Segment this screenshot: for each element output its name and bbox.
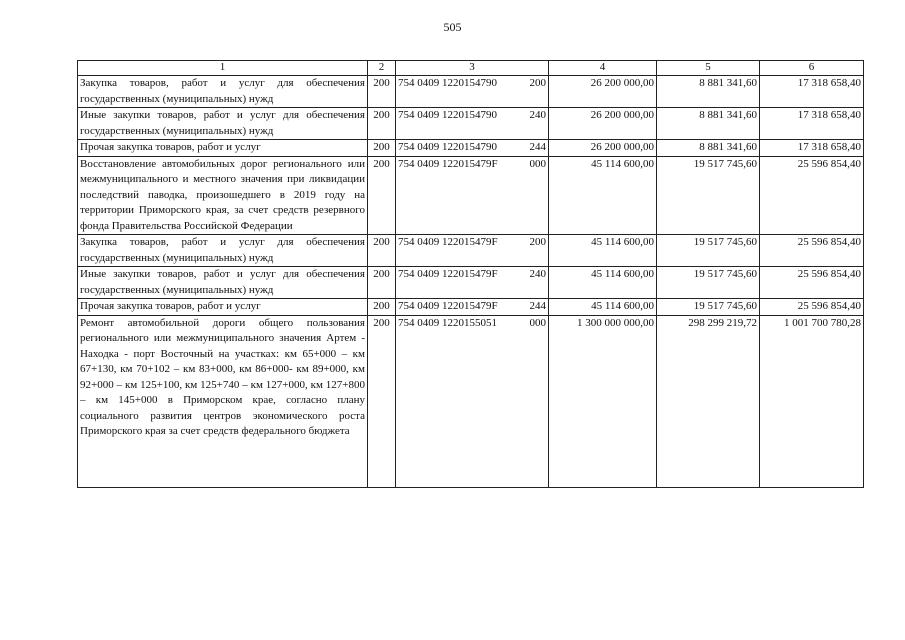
expense-type: 000 — [529, 316, 546, 329]
classification-code: 754 0409 122015479F — [398, 157, 498, 170]
header-cell: 5 — [657, 61, 760, 76]
item-name: Прочая закупка товаров, работ и услуг — [78, 299, 368, 316]
amount-col5: 19 517 745,60 — [657, 267, 760, 299]
amount-col6: 17 318 658,40 — [760, 108, 864, 140]
amount-col5: 19 517 745,60 — [657, 235, 760, 267]
item-name: Ремонт автомобильной дороги общего пользования регионального или межмуниципального значения Артем - Находка - порт Восточный на участках: км 65+000 – км 67+130, км 70+102 – км 83+000, км 86+000- км 89+000, км 92+000 – км 125+100, км 125+740 – км 127+000, км 127+800 – км 145+000 в Приморском крае, согласно плану социального развития центров экономического роста Приморского края за счет средств федерального бюджета — [78, 315, 368, 487]
item-name: Иные закупки товаров, работ и услуг для обеспечения государственных (муниципальных) нужд — [78, 108, 368, 140]
classification-code: 754 0409 1220154790 — [398, 109, 497, 121]
amount-col4: 26 200 000,00 — [549, 140, 657, 157]
table-row — [78, 140, 864, 157]
classification-code: 754 0409 122015479F — [398, 268, 498, 280]
item-code: 200 — [368, 267, 396, 299]
amount-col4: 26 200 000,00 — [549, 108, 657, 140]
amount-col6: 17 318 658,40 — [760, 140, 864, 157]
amount-col4: 45 114 600,00 — [549, 235, 657, 267]
item-name: Закупка товаров, работ и услуг для обеспечения государственных (муниципальных) нужд — [78, 76, 368, 108]
budget-classification — [396, 156, 549, 235]
amount-col5: 19 517 745,60 — [657, 299, 760, 316]
item-code: 200 — [368, 156, 396, 235]
amount-col4: 45 114 600,00 — [549, 156, 657, 235]
amount-col6: 25 596 854,40 — [760, 156, 864, 235]
header-cell: 1 — [78, 61, 368, 76]
amount-col5: 298 299 219,72 — [657, 315, 760, 487]
classification-code: 754 0409 122015479F — [398, 236, 498, 248]
budget-classification — [396, 108, 549, 140]
page-number: 505 — [443, 20, 462, 34]
budget-classification — [396, 315, 549, 487]
item-name: Прочая закупка товаров, работ и услуг — [78, 140, 368, 157]
item-code: 200 — [368, 140, 396, 157]
amount-col4: 26 200 000,00 — [549, 76, 657, 108]
budget-classification — [396, 299, 549, 316]
budget-table — [77, 60, 864, 488]
amount-col5: 8 881 341,60 — [657, 76, 760, 108]
expense-type: 244 — [529, 300, 546, 312]
table-row — [78, 315, 864, 487]
budget-classification — [396, 235, 549, 267]
amount-col5: 8 881 341,60 — [657, 140, 760, 157]
item-code: 200 — [368, 299, 396, 316]
expense-type: 240 — [529, 268, 546, 280]
item-name: Закупка товаров, работ и услуг для обеспечения государственных (муниципальных) нужд — [78, 235, 368, 267]
item-name: Иные закупки товаров, работ и услуг для обеспечения государственных (муниципальных) нужд — [78, 267, 368, 299]
expense-type: 240 — [529, 109, 546, 121]
amount-col5: 8 881 341,60 — [657, 108, 760, 140]
amount-col6: 25 596 854,40 — [760, 299, 864, 316]
item-code: 200 — [368, 108, 396, 140]
classification-code: 754 0409 1220155051 — [398, 316, 497, 329]
table-header-row — [78, 61, 864, 76]
amount-col4: 45 114 600,00 — [549, 299, 657, 316]
amount-col4: 45 114 600,00 — [549, 267, 657, 299]
budget-classification — [396, 140, 549, 157]
table-row — [78, 108, 864, 140]
expense-type: 200 — [529, 236, 546, 248]
budget-classification — [396, 267, 549, 299]
budget-classification — [396, 76, 549, 108]
table-row — [78, 299, 864, 316]
expense-type: 200 — [529, 77, 546, 89]
expense-type: 000 — [529, 157, 546, 170]
header-cell: 4 — [549, 61, 657, 76]
table-row — [78, 267, 864, 299]
amount-col4: 1 300 000 000,00 — [549, 315, 657, 487]
expense-type: 244 — [529, 141, 546, 153]
item-code: 200 — [368, 235, 396, 267]
classification-code: 754 0409 1220154790 — [398, 141, 497, 153]
table-row — [78, 235, 864, 267]
classification-code: 754 0409 1220154790 — [398, 77, 497, 89]
header-cell: 6 — [760, 61, 864, 76]
header-cell: 2 — [368, 61, 396, 76]
item-code: 200 — [368, 76, 396, 108]
item-code: 200 — [368, 315, 396, 487]
amount-col6: 25 596 854,40 — [760, 267, 864, 299]
amount-col6: 17 318 658,40 — [760, 76, 864, 108]
amount-col5: 19 517 745,60 — [657, 156, 760, 235]
classification-code: 754 0409 122015479F — [398, 300, 498, 312]
amount-col6: 1 001 700 780,28 — [760, 315, 864, 487]
item-name: Восстановление автомобильных дорог регионального или межмуниципального и местного значения при ликвидации последствий паводка, произошедшего в 2019 году на территории Приморского края, за счет средств резервного фонда Правительства Российской Федерации — [78, 156, 368, 235]
table-row — [78, 156, 864, 235]
header-cell: 3 — [396, 61, 549, 76]
amount-col6: 25 596 854,40 — [760, 235, 864, 267]
table-row — [78, 76, 864, 108]
